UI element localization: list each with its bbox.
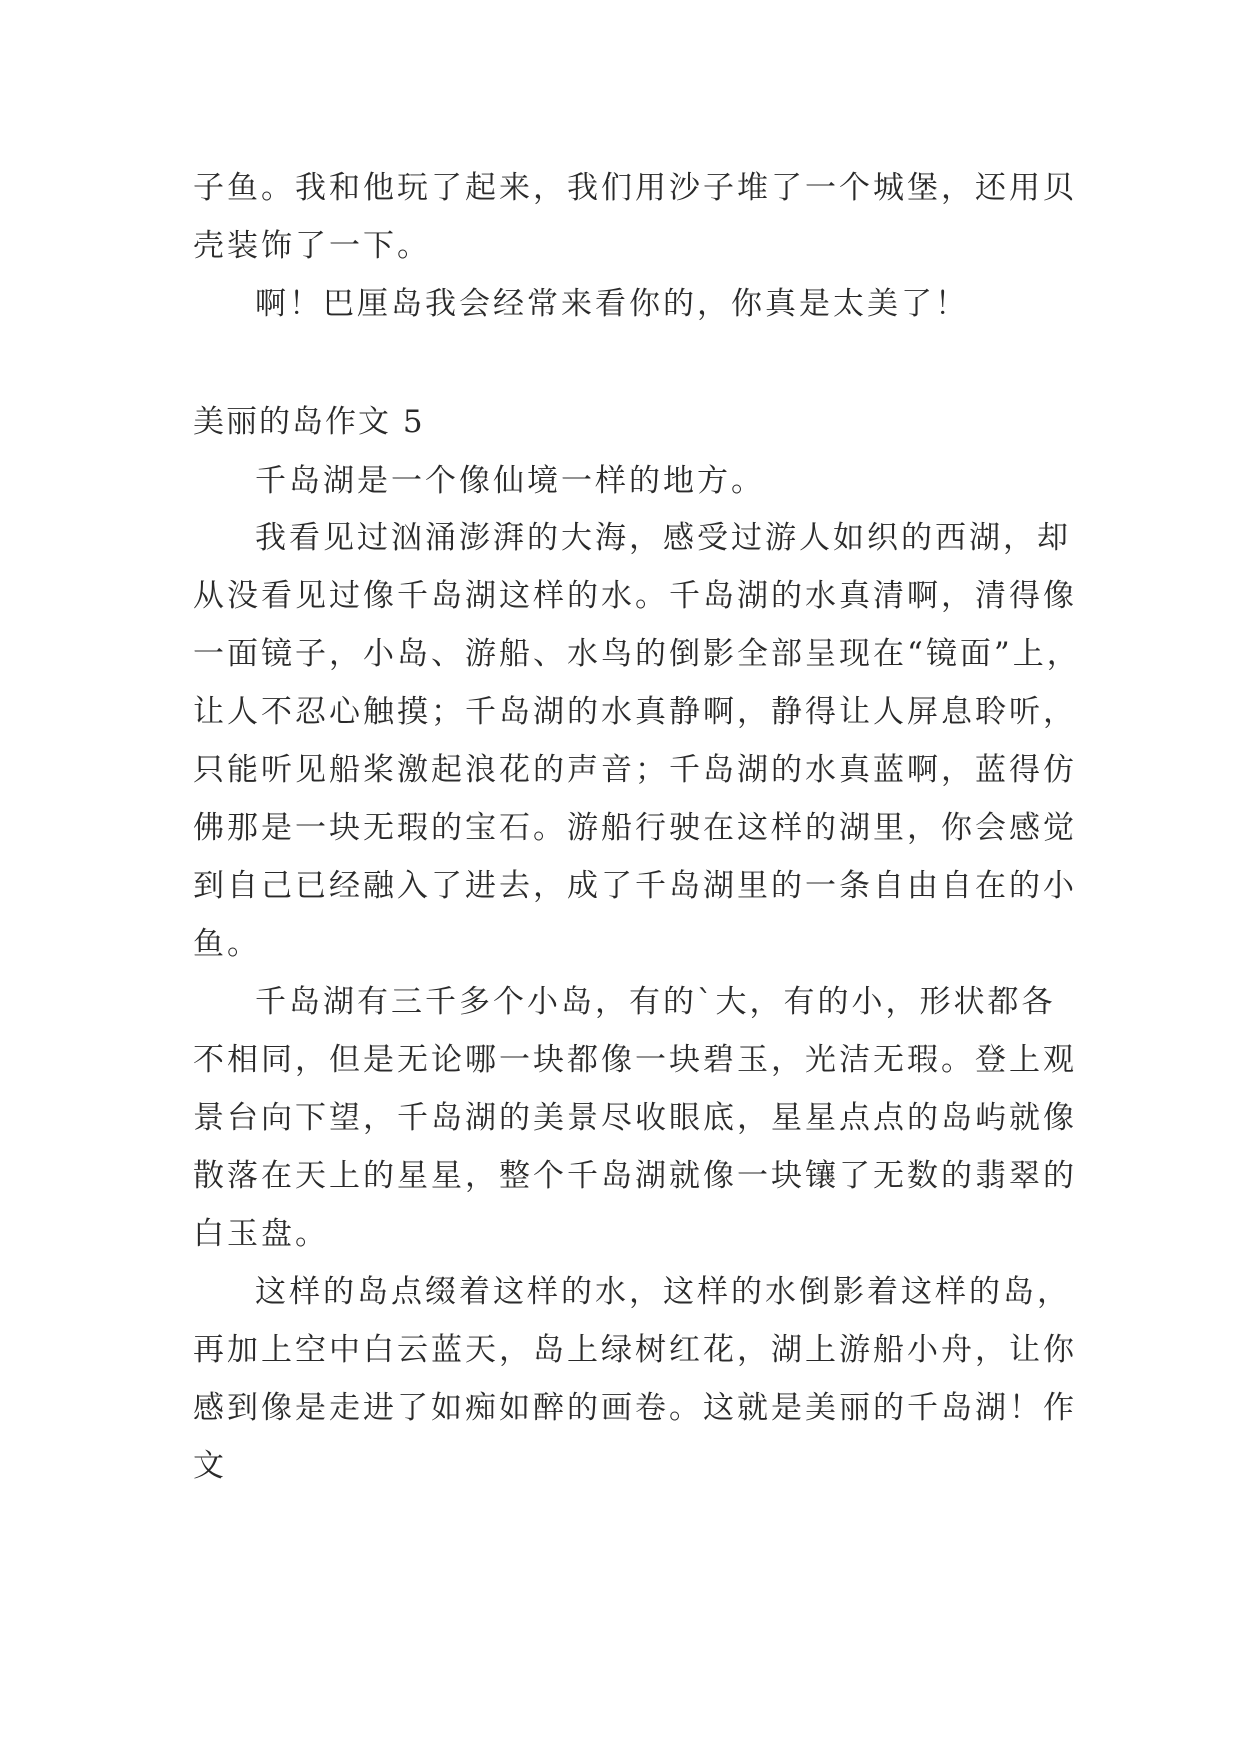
text-line: 景台向下望，千岛湖的美景尽收眼底，星星点点的岛屿就像 <box>193 1100 1077 1136</box>
text-line: 不相同，但是无论哪一块都像一块碧玉，光洁无瑕。登上观 <box>193 1042 1077 1078</box>
text-line: 千岛湖是一个像仙境一样的地方。 <box>255 463 765 499</box>
text-line: 白玉盘。 <box>193 1216 329 1252</box>
text-line: 壳装饰了一下。 <box>193 228 431 264</box>
text-line: 到自己已经融入了进去，成了千岛湖里的一条自由自在的小 <box>193 868 1077 904</box>
text-line: 一面镜子，小岛、游船、水鸟的倒影全部呈现在“镜面”上， <box>193 636 1081 672</box>
text-line: 佛那是一块无瑕的宝石。游船行驶在这样的湖里，你会感觉 <box>193 810 1077 846</box>
text-line: 这样的岛点缀着这样的水，这样的水倒影着这样的岛， <box>255 1274 1071 1310</box>
text-line: 从没看见过像千岛湖这样的水。千岛湖的水真清啊，清得像 <box>193 578 1077 614</box>
text-line: 我看见过汹涌澎湃的大海，感受过游人如织的西湖，却 <box>255 520 1071 556</box>
text-line: 文 <box>193 1448 227 1484</box>
text-line: 散落在天上的星星，整个千岛湖就像一块镶了无数的翡翠的 <box>193 1158 1077 1194</box>
text-line: 再加上空中白云蓝天，岛上绿树红花，湖上游船小舟，让你 <box>193 1332 1077 1368</box>
text-line: 只能听见船桨激起浪花的声音；千岛湖的水真蓝啊，蓝得仿 <box>193 752 1077 788</box>
section-title: 美丽的岛作文 5 <box>193 404 425 440</box>
text-line: 啊！巴厘岛我会经常来看你的，你真是太美了！ <box>255 286 969 322</box>
text-line: 感到像是走进了如痴如醉的画卷。这就是美丽的千岛湖！作 <box>193 1390 1077 1426</box>
text-line: 千岛湖有三千多个小岛，有的`大，有的小，形状都各 <box>255 984 1056 1020</box>
text-line: 子鱼。我和他玩了起来，我们用沙子堆了一个城堡，还用贝 <box>193 170 1077 206</box>
text-line: 让人不忍心触摸；千岛湖的水真静啊，静得让人屏息聆听， <box>193 694 1077 730</box>
text-line: 鱼。 <box>193 926 261 962</box>
